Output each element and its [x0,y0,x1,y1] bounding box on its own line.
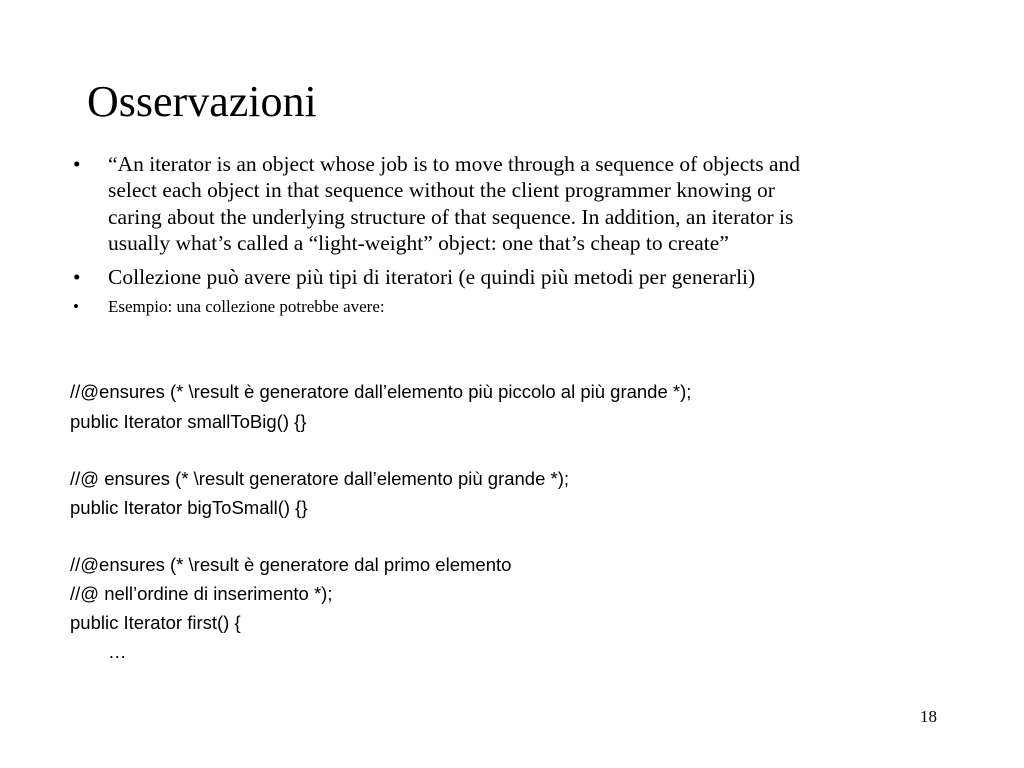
bullet-text-line: “An iterator is an object whose job is to move through a sequence of objects and [108,152,800,176]
bullet-marker: • [73,265,81,289]
code-comment-line: //@ensures (* \result è generatore dal primo elemento [70,554,512,575]
code-method-line: public Iterator first() { [70,612,241,633]
page-number: 18 [920,707,937,726]
code-ellipsis: … [108,641,127,662]
code-comment-line: //@ensures (* \result è generatore dall’elemento più piccolo al più grande *); [70,381,692,402]
slide-title: Osservazioni [87,77,317,126]
bullet-text-line: caring about the underlying structure of that sequence. In addition, an iterator is [108,204,794,229]
bullet-text [108,151,800,256]
code-comment-line: //@ nell’ordine di inserimento *); [70,583,333,604]
bullet-text: Esempio: una collezione potrebbe avere: [108,297,385,316]
bullet-text: Collezione può avere più tipi di iteratori (e quindi più metodi per generarli) [108,265,756,289]
bullet-text-line: select each object in that sequence without the client programmer knowing or [108,178,775,203]
bullet-marker: • [73,152,81,176]
code-comment-line: //@ ensures (* \result generatore dall’elemento più grande *); [70,468,570,489]
bullet-text-line: usually what’s called a “light-weight” object: one that’s cheap to create” [108,230,729,255]
code-method-line: public Iterator bigToSmall() {} [70,497,308,518]
bullet-marker: • [73,297,79,316]
code-method-line: public Iterator smallToBig() {} [70,411,307,432]
